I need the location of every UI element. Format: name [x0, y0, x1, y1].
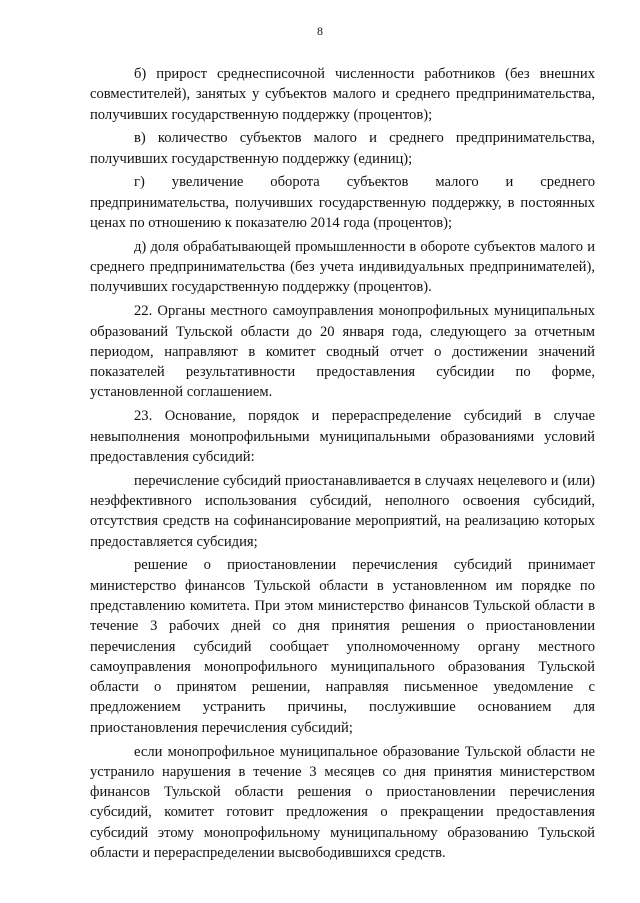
document-body — [90, 64, 595, 867]
paragraph-clause-22: 22. Органы местного самоуправления монопрофильных муниципальных образований Тульской области до 20 января года, следующего за отчетным периодом, направляют в комитет сводный отчет о достижении значений показателей результативности предоставления субсидии по форме, установленной соглашением. — [90, 303, 595, 401]
paragraph-clause-23: 23. Основание, порядок и перераспределение субсидий в случае невыполнения монопрофильными муниципальными образованиями условий предоставления субсидий: — [90, 408, 595, 465]
page-number: 8 — [317, 24, 323, 38]
paragraph-redistribution: если монопрофильное муниципальное образование Тульской области не устранило нарушения в течение 3 месяцев со дня принятия министерством финансов Тульской области решения о приостановлении перечисления субсидий, комитет готовит предложения о прекращении предоставления субсидий этому монопрофильному муниципальному образованию Тульской области и перераспределении высвободившихся средств. — [90, 743, 595, 861]
paragraph-indicator-g: г) увеличение оборота субъектов малого и среднего предпринимательства, получивших государственную поддержку, в постоянных ценах по отношению к показателю 2014 года (процентов); — [90, 174, 595, 232]
paragraph-suspension: перечисление субсидий приостанавливается в случаях нецелевого и (или) неэффективного использования субсидий, неполного освоения субсидий, отсутствия средств на софинансирование мероприятий, на реализацию которых предоставляется субсидия; — [90, 472, 595, 550]
paragraph-indicator-d: д) доля обрабатывающей промышленности в обороте субъектов малого и среднего предпринимательства (без учета индивидуальных предпринимателей), получивших государственную поддержку (процентов). — [90, 238, 595, 296]
paragraph-indicator-b: б) прирост среднесписочной численности работников (без внешних совместителей), занятых у субъектов малого и среднего предпринимательства, получивших государственную поддержку (процентов); — [90, 66, 595, 123]
paragraph-indicator-v: в) количество субъектов малого и среднего предпринимательства, получивших государственную поддержку (единиц); — [90, 130, 595, 167]
paragraph-decision: решение о приостановлении перечисления субсидий принимает министерство финансов Тульской области в установленном им порядке по представлению комитета. При этом министерство финансов Тульской области в течение 3 рабочих дней со дня принятия решения о приостановлении перечисления субсидий сообщает уполномоченному органу местного самоуправления монопрофильного муниципального образования Тульской области о принятом решении, направляя письменное уведомление с предложением устранить причины, послужившие основанием для приостановления перечисления субсидий; — [90, 557, 595, 736]
